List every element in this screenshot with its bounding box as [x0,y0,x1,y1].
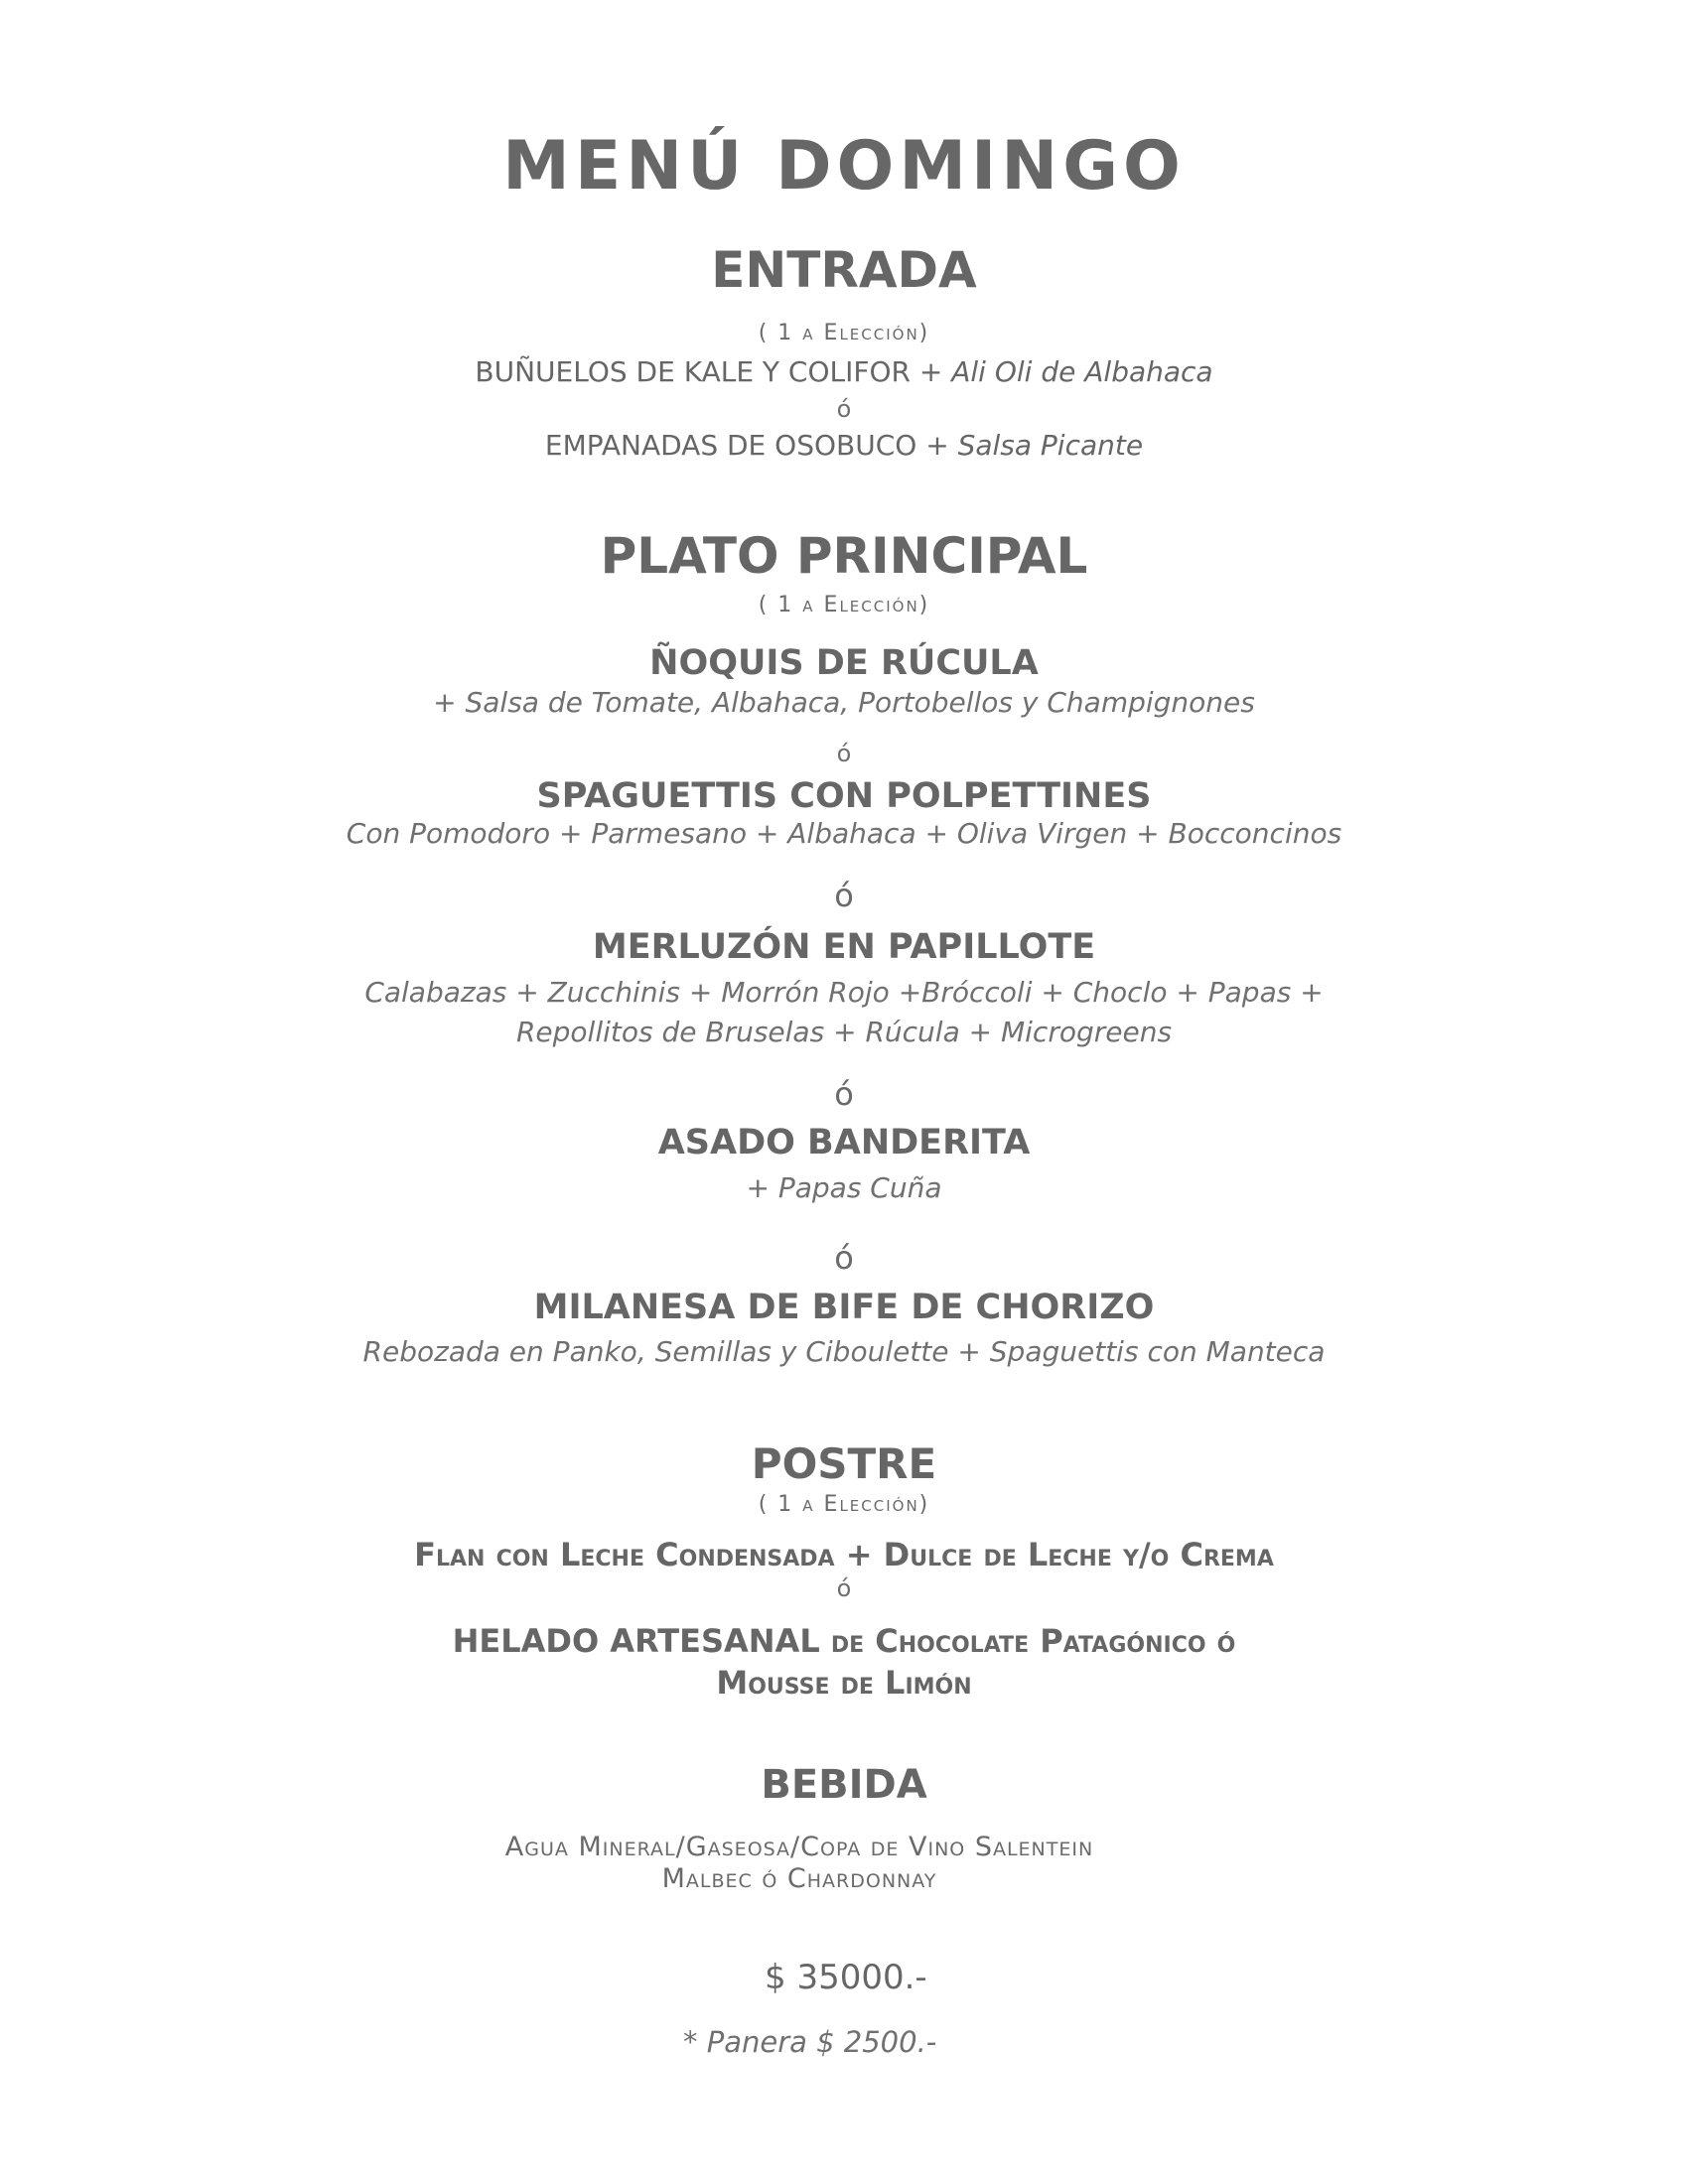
principal-or-2: ó [834,877,854,914]
postre-heading: POSTRE [751,1439,937,1488]
entrada-item-empanadas [0,429,1688,462]
bebida-line2: Malbec ó Chardonnay [661,1863,937,1894]
dish-spaguettis-name: SPAGUETTIS CON POLPETTINES [536,776,1152,816]
principal-or-1: ó [836,740,852,767]
dish-merluzon-desc-line2: Repollitos de Bruselas + Rúcula + Microgreens [515,1016,1173,1048]
bebida-line1: Agua Mineral/Gaseosa/Copa de Vino Salentein [504,1832,1094,1862]
entrada-heading: ENTRADA [711,241,977,299]
entrada-item-empanadas-name: EMPANADAS DE OSOBUCO [544,429,917,462]
postre-or: ó [836,1574,852,1602]
entrada-choice-note: ( 1 a Elección) [758,321,930,345]
principal-choice-note: ( 1 a Elección) [758,593,930,617]
menu-price: $ 35000.- [765,1958,927,1997]
entrada-item-empanadas-sauce: + Salsa Picante [925,429,1144,462]
principal-or-3: ó [834,1075,854,1113]
dish-milanesa-desc: Rebozada en Panko, Semillas y Ciboulette + Spaguettis con Manteca [362,1335,1326,1368]
principal-or-4: ó [834,1239,854,1277]
panera-note: * Panera $ 2500.- [683,2025,937,2059]
postre-item-helado: HELADO ARTESANAL de Chocolate Patagónico ó [452,1622,1236,1660]
page-title: MENÚ DOMINGO [502,127,1186,205]
entrada-or: ó [836,395,852,423]
postre-choice-note: ( 1 a Elección) [758,1492,930,1517]
principal-heading: PLATO PRINCIPAL [600,527,1088,585]
dish-asado-name: ASADO BANDERITA [657,1123,1031,1162]
entrada-item-bunuelos-name: BUÑUELOS DE KALE Y COLIFOR [475,355,911,388]
entrada-item-bunuelos-sauce: + Ali Oli de Albahaca [918,355,1213,388]
entrada-item-bunuelos [0,355,1688,388]
dish-milanesa-name: MILANESA DE BIFE DE CHORIZO [533,1288,1155,1327]
dish-noquis-desc: + Salsa de Tomate, Albahaca, Portobellos y Champignones [433,686,1255,719]
dish-spaguettis-desc: Con Pomodoro + Parmesano + Albahaca + Oliva Virgen + Bocconcinos [346,817,1342,850]
dish-asado-desc: + Papas Cuña [746,1171,942,1204]
dish-noquis-name: ÑOQUIS DE RÚCULA [649,643,1039,683]
postre-item-flan: Flan con Leche Condensada + Dulce de Leche y/o Crema [414,1536,1274,1573]
bebida-heading: BEBIDA [761,1762,927,1808]
dish-merluzon-desc: Calabazas + Zucchinis + Morrón Rojo +Bróccoli + Choclo + Papas + [364,976,1324,1009]
dish-merluzon-name: MERLUZÓN EN PAPILLOTE [592,927,1096,967]
postre-item-helado-line2: Mousse de Limón [716,1664,972,1702]
